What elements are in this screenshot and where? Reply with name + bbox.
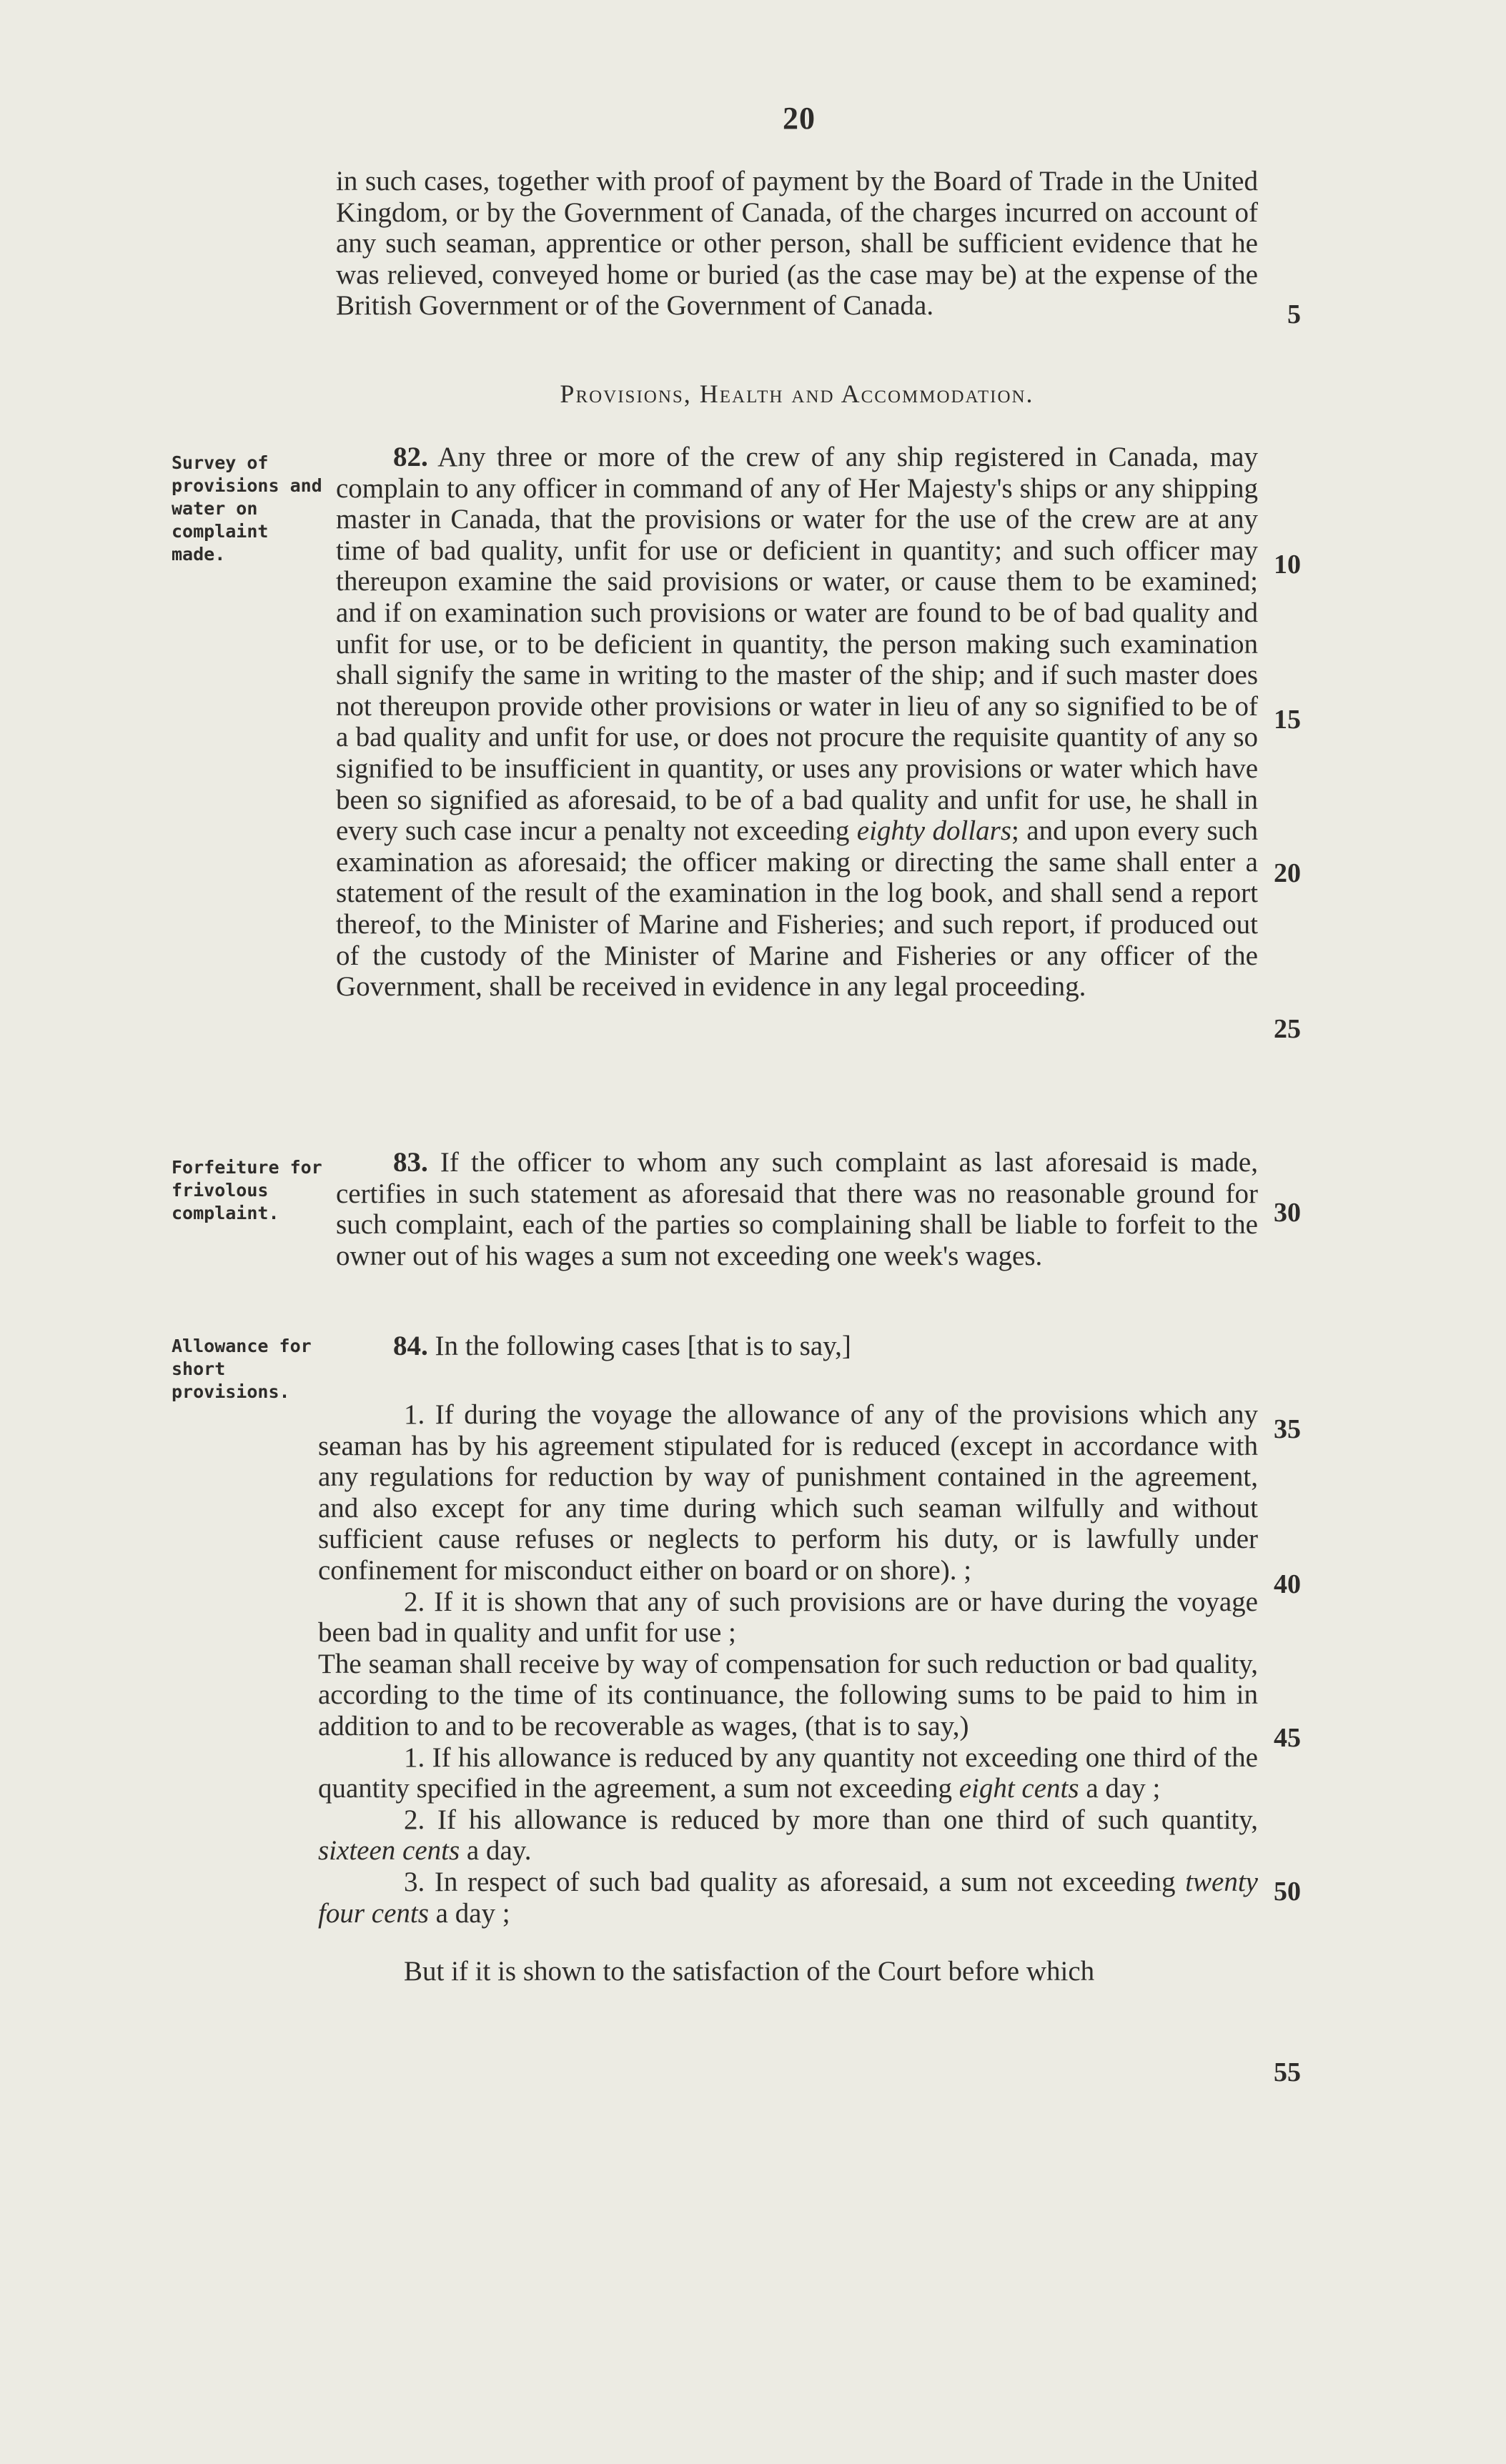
- line-number-40: 40: [1274, 1569, 1301, 1599]
- section-number-83: 83.: [393, 1147, 428, 1178]
- sum-clause-2: [318, 1804, 1258, 1867]
- section-82-text-after: ; and upon every such examination as aforesaid; the officer making or directing the same shall enter a statement of the result of the examination in the log book, and shall send a report thereof, to the Minister of Marine and Fisheries; and such report, if produced out of the custody of the Minister of Marine and Fisheries or any officer of the Government, shall be received in evidence in any legal proceeding.: [336, 815, 1258, 1003]
- section-84-text: In the following cases [that is to say,]: [435, 1331, 851, 1361]
- final-paragraph: But if it is shown to the satisfaction of the Court before which: [404, 1956, 1095, 1987]
- line-number-50: 50: [1274, 1877, 1301, 1907]
- section-83: [336, 1147, 1258, 1271]
- clause-1: 1. If during the voyage the allowance of any of the provisions which any seaman has by his agreement stipulated for is reduced (except in accordance with any regulations for reduction by way of punishment contained in the agreement, and also except for any time during which such seaman wilfully and without sufficient cause refuses or neglects to perform his duty, or is lawfully under confinement for misconduct either on board or on shore). ;: [318, 1399, 1258, 1586]
- sum-clause-1: [318, 1742, 1258, 1804]
- sum-clause-3-end: a day ;: [435, 1897, 510, 1929]
- section-84-clauses: [318, 1399, 1258, 1987]
- section-number-84: 84.: [393, 1331, 428, 1361]
- sum-clause-3-text: 3. In respect of such bad quality as aforesaid, a sum not exceeding: [404, 1866, 1176, 1897]
- line-number-15: 15: [1274, 705, 1301, 735]
- intro-text: in such cases, together with proof of payment by the Board of Trade in the United Kingdom, or by the Government of Canada, of the charges incurred on account of any such seaman, apprentice or other person, shall be sufficient evidence that he was relieved, conveyed home or buried (as the case may be) at the expense of the British Government or of the Government of Canada.: [336, 166, 1258, 322]
- sum-clause-3: [318, 1867, 1258, 1929]
- line-number-35: 35: [1274, 1414, 1301, 1444]
- section-84: [336, 1331, 1258, 1362]
- clause-2: 2. If it is shown that any of such provisions are or have during the voyage been bad in quality and unfit for use ;: [318, 1586, 1258, 1649]
- line-number-55: 55: [1274, 2057, 1301, 2087]
- section-83-text: If the officer to whom any such complaint as last aforesaid is made, certifies in such statement as aforesaid that there was no reasonable ground for such complaint, each of the parties so complaining shall be liable to forfeit to the owner out of his wages a sum not exceeding one week's wages.: [336, 1147, 1258, 1271]
- sum-clause-2-amount: sixteen cents: [318, 1835, 460, 1867]
- sum-clause-1-amount: eight cents: [958, 1773, 1079, 1804]
- line-number-5: 5: [1287, 299, 1301, 329]
- section-82-penalty: eighty dollars: [856, 815, 1012, 847]
- section-82: [336, 442, 1258, 1003]
- section-82-text: Any three or more of the crew of any ship registered in Canada, may complain to any officer in command of any of Her Majesty's ships or any shipping master in Canada, that the provisions or water for the use of the crew are at any time of bad quality, unfit for use or deficient in quantity; and such officer may thereupon examine the said provisions or water, or cause them to be examined; and if on examination such provisions or water are found to be of bad quality and unfit for use, or to be deficient in quantity, the person making such examination shall signify the same in writing to the master of the ship; and if such master does not thereupon provide other provisions or water in lieu of any so signified to be of a bad quality and unfit for use, or does not procure the requisite quantity of any so signified to be insufficient in quantity, or uses any provisions or water which have been so signified as aforesaid, to be of a bad quality and unfit for use, he shall in every such case incur a penalty not exceeding: [336, 442, 1258, 847]
- section-number-82: 82.: [393, 442, 428, 472]
- sum-clause-2-end: a day.: [466, 1835, 532, 1867]
- sum-clause-3-amount: twenty four cents: [318, 1866, 1258, 1929]
- margin-note-84: Allowance for short provisions.: [172, 1336, 312, 1402]
- section-heading: Provisions, Health and Accommodation.: [560, 379, 1034, 408]
- sum-clause-1-text: 1. If his allowance is reduced by any quantity not exceeding one third of the quantity specified in the agreement, a sum not exceeding: [318, 1742, 1258, 1804]
- sum-clause-2-text: 2. If his allowance is reduced by more than one third of such quantity,: [404, 1804, 1258, 1835]
- intro-paragraph: [336, 166, 1258, 322]
- margin-note-82: Survey of provisions and water on complaint made.: [172, 452, 322, 565]
- line-number-30: 30: [1274, 1198, 1301, 1228]
- line-number-10: 10: [1274, 550, 1301, 580]
- line-number-45: 45: [1274, 1723, 1301, 1753]
- compensation-paragraph: The seaman shall receive by way of compensation for such reduction or bad quality, according to the time of its continuance, the following sums to be paid to him in addition to and to be recoverable as wages, (that is to say,): [318, 1648, 1258, 1742]
- sum-clause-1-end: a day ;: [1086, 1773, 1161, 1804]
- margin-note-83: Forfeiture for frivolous complaint.: [172, 1157, 322, 1223]
- line-number-25: 25: [1274, 1014, 1301, 1044]
- line-number-20: 20: [1274, 858, 1301, 888]
- page-number: 20: [783, 101, 816, 136]
